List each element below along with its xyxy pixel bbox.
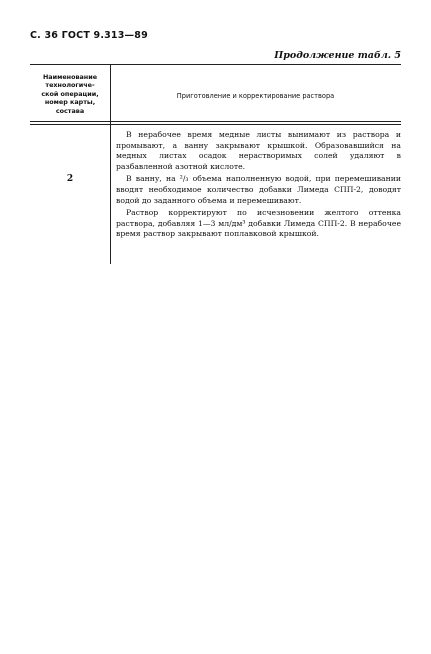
card-number: 2 [66, 174, 74, 184]
column-header-operation-line: Наименование [42, 73, 98, 81]
paragraph: В ванну, на ²/₃ объема наполненную водой, при перемешивании вводят необходимое количество добавки Лимеда СПП-2, доводят водой до заданного объема и перемешивают. [116, 174, 401, 205]
column-header-operation [30, 73, 110, 115]
page-reference: С. 36 ГОСТ 9.313—89 [30, 30, 148, 41]
header-rule [30, 121, 401, 122]
column-header-operation-line: состава [55, 106, 85, 115]
column-header-operation-line: ской операции, [41, 89, 99, 98]
column-header-preparation: Приготовление и корректирование раствора [176, 92, 335, 100]
header-rule [30, 124, 401, 125]
table-continuation-label: Продолжение табл. 5 [274, 50, 401, 61]
column-header-operation-line: номер карты, [44, 98, 96, 107]
paragraph: В нерабочее время медные листы вынимают из раствора и промывают, а ванну закрывают крышкой. Образовавшийся на медных листах осадок нерастворимых солей удаляют в разбавленной азотной кислоте. [116, 130, 401, 171]
preparation-text [116, 130, 401, 242]
table-top-border [30, 64, 401, 65]
paragraph: Раствор корректируют по исчезновении желтого оттенка раствора, добавляя 1—3 мл/дм³ добавки Лимеда СПП-2. В нерабочее время раствор закрывают поплавковой крышкой. [116, 208, 401, 239]
column-header-operation-line: технологиче- [45, 81, 95, 90]
